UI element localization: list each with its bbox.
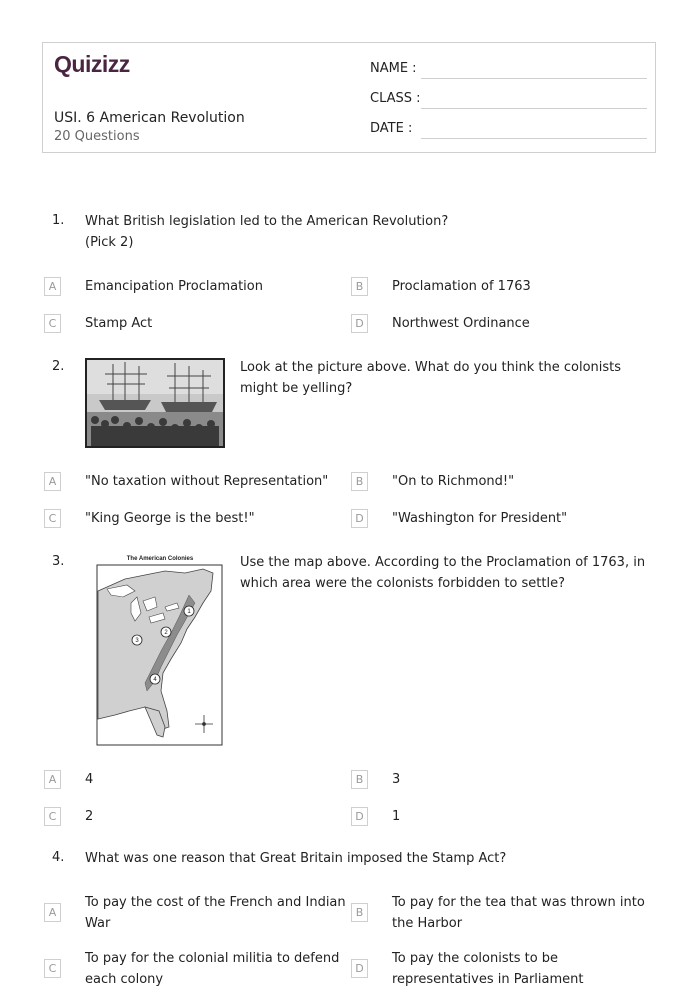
question-text: What was one reason that Great Britain imposed the Stamp Act? xyxy=(85,851,507,866)
question-text xyxy=(85,211,448,253)
option-letter-a[interactable]: A xyxy=(44,770,61,789)
colonies-map-graphic xyxy=(85,551,235,746)
option-text-a[interactable]: Emancipation Proclamation xyxy=(85,279,263,294)
option-text-c[interactable]: Stamp Act xyxy=(85,316,153,331)
option-text-b[interactable]: To pay for the tea that was thrown into the Harbor xyxy=(392,895,645,931)
question-count: 20 Questions xyxy=(54,129,140,144)
name-line xyxy=(421,78,647,79)
class-label: CLASS : xyxy=(370,91,421,106)
option-letter-b[interactable]: B xyxy=(351,277,368,296)
boston-tea-party-image xyxy=(85,358,225,448)
date-label: DATE : xyxy=(370,121,413,136)
option-letter-d[interactable]: D xyxy=(351,314,368,333)
option-letter-d[interactable]: D xyxy=(351,807,368,826)
question-number: 2. xyxy=(52,359,65,374)
question-number: 3. xyxy=(52,554,65,569)
option-text-c[interactable]: To pay for the colonial militia to defend each colony xyxy=(85,951,340,987)
option-text-a[interactable]: 4 xyxy=(85,772,94,787)
option-text-d[interactable]: Northwest Ordinance xyxy=(392,316,530,331)
option-letter-a[interactable]: A xyxy=(44,472,61,491)
option-letter-b[interactable]: B xyxy=(351,770,368,789)
option-letter-b[interactable]: B xyxy=(351,472,368,491)
map-marker-4: 4 xyxy=(153,677,157,683)
option-letter-c[interactable]: C xyxy=(44,807,61,826)
map-marker-2: 2 xyxy=(164,630,168,636)
name-label: NAME : xyxy=(370,61,417,76)
date-line xyxy=(421,138,647,139)
question-number: 1. xyxy=(52,213,65,228)
engraving-illustration xyxy=(87,360,223,446)
question-text-line: (Pick 2) xyxy=(85,235,134,250)
map-title: The American Colonies xyxy=(126,556,194,562)
option-text-d[interactable]: "Washington for President" xyxy=(392,511,568,526)
option-text-a[interactable]: "No taxation without Representation" xyxy=(85,474,329,489)
worksheet-header xyxy=(42,42,656,153)
option-letter-c[interactable]: C xyxy=(44,509,61,528)
option-letter-c[interactable]: C xyxy=(44,314,61,333)
option-letter-d[interactable]: D xyxy=(351,509,368,528)
american-colonies-map xyxy=(85,551,235,746)
map-marker-1: 1 xyxy=(187,609,191,615)
option-letter-c[interactable]: C xyxy=(44,959,61,978)
option-text-c[interactable]: 2 xyxy=(85,809,94,824)
option-text-b[interactable]: "On to Richmond!" xyxy=(392,474,515,489)
option-text-a[interactable]: To pay the cost of the French and Indian War xyxy=(85,895,346,931)
option-text-d[interactable]: 1 xyxy=(392,809,401,824)
question-number: 4. xyxy=(52,850,65,865)
option-letter-a[interactable]: A xyxy=(44,903,61,922)
quizizz-logo: Quizizz xyxy=(54,51,130,77)
option-letter-d[interactable]: D xyxy=(351,959,368,978)
option-letter-b[interactable]: B xyxy=(351,903,368,922)
option-text-d[interactable]: To pay the colonists to be representatives in Parliament xyxy=(392,951,584,987)
question-text: Use the map above. According to the Proclamation of 1763, in which area were the colonists forbidden to settle? xyxy=(240,555,646,591)
question-text: Look at the picture above. What do you think the colonists might be yelling? xyxy=(240,360,622,396)
class-line xyxy=(421,108,647,109)
worksheet-title: USI. 6 American Revolution xyxy=(54,110,245,126)
option-text-b[interactable]: Proclamation of 1763 xyxy=(392,279,531,294)
map-marker-3: 3 xyxy=(135,638,139,644)
option-text-b[interactable]: 3 xyxy=(392,772,401,787)
option-letter-a[interactable]: A xyxy=(44,277,61,296)
option-text-c[interactable]: "King George is the best!" xyxy=(85,511,255,526)
question-text-line: What British legislation led to the American Revolution? xyxy=(85,214,449,229)
